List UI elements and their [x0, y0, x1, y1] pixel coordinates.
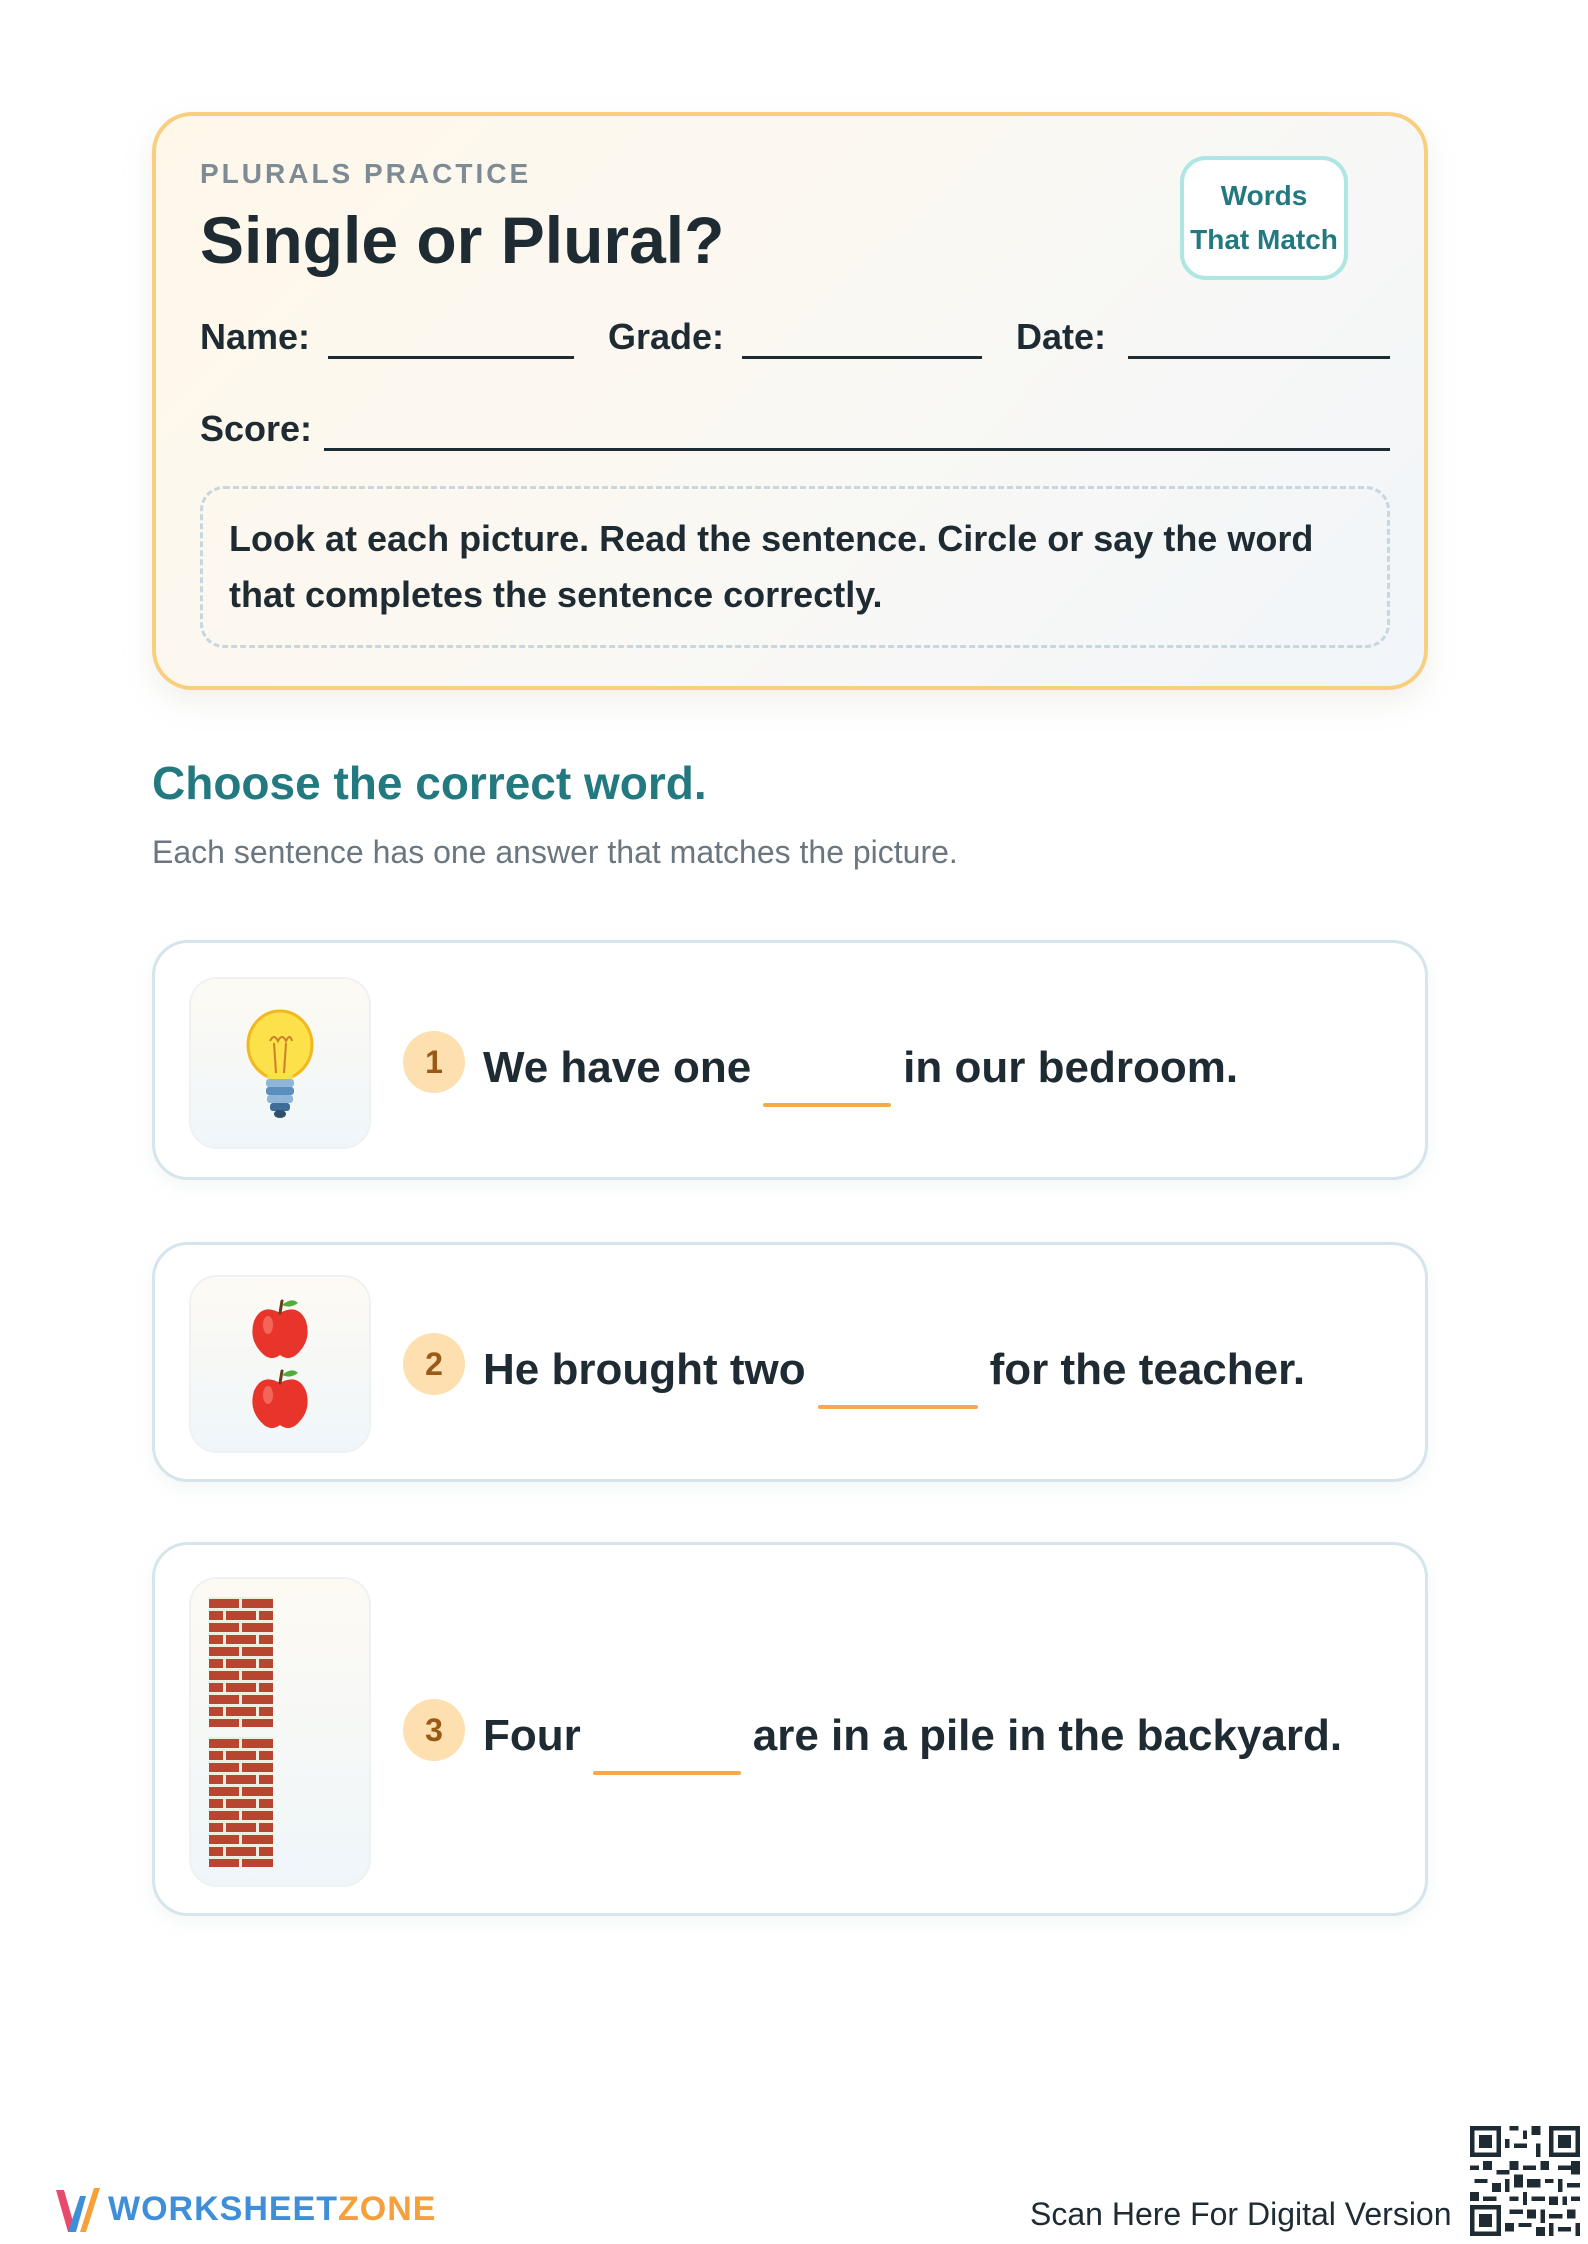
grade-label: Grade:: [608, 316, 725, 357]
score-label: Score:: [200, 408, 313, 449]
question-number-1: 1: [403, 1031, 465, 1093]
brand-part-2: ZONE: [338, 2190, 437, 2228]
sentence-start-1: We have one: [483, 1043, 752, 1092]
grade-field[interactable]: [742, 356, 982, 359]
question-sentence-3: [483, 1699, 1342, 1761]
worksheetzone-logo-icon: [54, 2182, 100, 2238]
date-label: Date:: [1016, 316, 1107, 357]
section-subtitle: Each sentence has one answer that matches the picture.: [152, 834, 958, 870]
scan-text: Scan Here For Digital Version: [1030, 2196, 1452, 2232]
footer-brand[interactable]: [108, 2190, 436, 2229]
light-bulb-icon: [240, 1007, 320, 1119]
question-picture-3: [189, 1577, 371, 1887]
question-picture-1: [189, 977, 371, 1149]
sentence-end-2: for the teacher.: [989, 1345, 1306, 1394]
date-field[interactable]: [1128, 356, 1390, 359]
sentence-end-1: in our bedroom.: [903, 1043, 1239, 1092]
name-label: Name:: [200, 316, 311, 357]
question-card-2: [152, 1242, 1428, 1482]
section-title: Choose the correct word.: [152, 757, 707, 809]
answer-blank-3[interactable]: [593, 1771, 741, 1775]
badge-line-2: That Match: [1190, 224, 1338, 255]
page-title: Single or Plural?: [200, 203, 725, 277]
question-sentence-2: [483, 1333, 1305, 1395]
question-number-3: 3: [403, 1699, 465, 1761]
instructions-box: Look at each picture. Read the sentence. Circle or say the word that completes the sentence correctly.: [200, 486, 1390, 648]
brand-part-1: WORKSHEET: [108, 2190, 338, 2228]
sentence-start-2: He brought two: [483, 1345, 806, 1394]
question-card-1: [152, 940, 1428, 1180]
question-card-3: [152, 1542, 1428, 1916]
sentence-start-3: Four: [483, 1711, 581, 1760]
score-field[interactable]: [324, 448, 1390, 451]
header-card: [152, 112, 1428, 690]
answer-blank-2[interactable]: [818, 1405, 978, 1409]
sentence-end-3: are in a pile in the backyard.: [752, 1711, 1343, 1760]
topic-badge: [1180, 156, 1348, 280]
question-picture-2: [189, 1275, 371, 1453]
brick-icon: [209, 1597, 273, 1727]
question-sentence-1: [483, 1031, 1238, 1093]
badge-line-1: Words: [1220, 180, 1308, 211]
apple-icon: [248, 1367, 312, 1431]
answer-blank-1[interactable]: [763, 1103, 891, 1107]
worksheet-eyebrow: PLURALS PRACTICE: [200, 158, 532, 189]
name-field[interactable]: [328, 356, 574, 359]
question-number-2: 2: [403, 1333, 465, 1395]
qr-code-icon[interactable]: [1470, 2126, 1580, 2236]
brick-icon: [209, 1737, 273, 1867]
apple-icon: [248, 1297, 312, 1361]
